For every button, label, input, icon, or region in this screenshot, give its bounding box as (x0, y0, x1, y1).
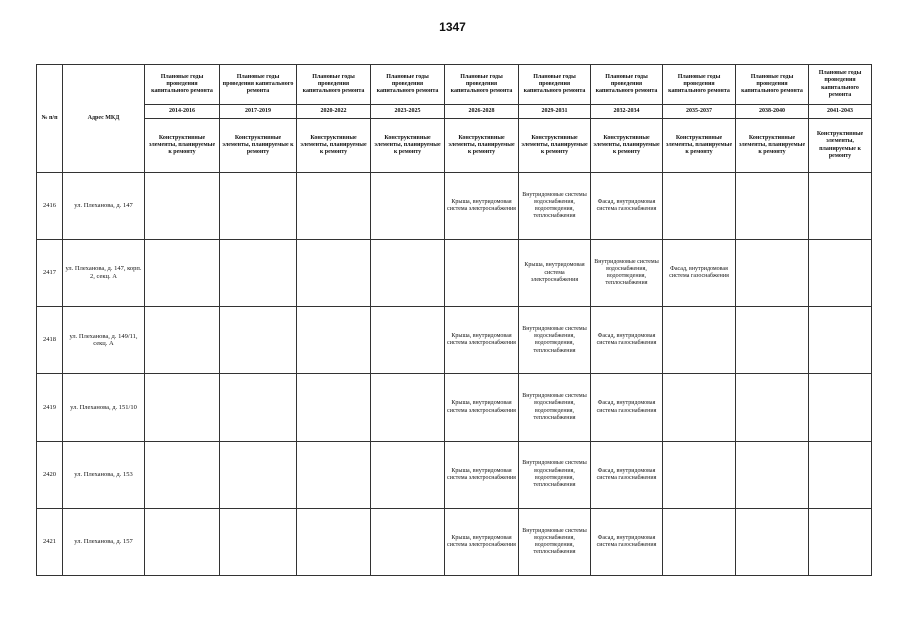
repair-elements-cell (145, 173, 220, 240)
header-years-range: 2035-2037 (663, 105, 736, 119)
repair-elements-cell (145, 441, 220, 508)
table-row (37, 374, 872, 441)
repair-elements-cell (809, 508, 872, 575)
repair-elements-cell (736, 173, 809, 240)
repair-elements-cell (663, 173, 736, 240)
repair-elements-cell: Крыша, внутридомовая система электроснабжения (445, 374, 519, 441)
repair-elements-cell (220, 374, 297, 441)
header-planned-years: Плановые годы проведения капитального ремонта (663, 65, 736, 105)
header-elements: Конструктивные элементы, планируемые к ремонту (736, 119, 809, 173)
repair-elements-cell (297, 173, 371, 240)
repair-elements-cell: Фасад, внутридомовая система газоснабжения (591, 441, 663, 508)
row-number: 2416 (37, 173, 63, 240)
repair-elements-cell (809, 307, 872, 374)
repair-elements-cell (220, 307, 297, 374)
repair-elements-cell: Внутридомовые системы водоснабжения, водоотведения, теплоснабжения (519, 307, 591, 374)
repair-elements-cell: Внутридомовые системы водоснабжения, водоотведения, теплоснабжения (519, 173, 591, 240)
repair-elements-cell (297, 508, 371, 575)
header-years-range: 2029-2031 (519, 105, 591, 119)
repair-elements-cell: Фасад, внутридомовая система газоснабжения (591, 508, 663, 575)
header-planned-years: Плановые годы проведения капитального ремонта (297, 65, 371, 105)
repair-elements-cell (736, 374, 809, 441)
header-years-range: 2026-2028 (445, 105, 519, 119)
repair-elements-cell (297, 240, 371, 307)
repair-elements-cell (663, 307, 736, 374)
repair-elements-cell (809, 374, 872, 441)
repair-elements-cell (809, 173, 872, 240)
repair-elements-cell (145, 508, 220, 575)
repair-elements-cell (809, 240, 872, 307)
table-row (37, 508, 872, 575)
header-elements: Конструктивные элементы, планируемые к ремонту (445, 119, 519, 173)
repair-elements-cell (371, 508, 445, 575)
header-planned-years: Плановые годы проведения капитального ремонта (736, 65, 809, 105)
repair-elements-cell: Крыша, внутридомовая система электроснабжения (445, 173, 519, 240)
repair-elements-cell (145, 240, 220, 307)
row-number: 2420 (37, 441, 63, 508)
header-elements: Конструктивные элементы, планируемые к ремонту (591, 119, 663, 173)
row-address: ул. Плеханова, д. 153 (63, 441, 145, 508)
repair-elements-cell (663, 441, 736, 508)
repair-elements-cell (371, 307, 445, 374)
repair-elements-cell (809, 441, 872, 508)
header-address: Адрес МКД (63, 65, 145, 173)
repair-elements-cell (297, 441, 371, 508)
repair-elements-cell (663, 508, 736, 575)
header-years-range: 2014-2016 (145, 105, 220, 119)
row-number: 2419 (37, 374, 63, 441)
repair-elements-cell (371, 374, 445, 441)
repair-elements-cell (371, 240, 445, 307)
repair-elements-cell: Внутридомовые системы водоснабжения, водоотведения, теплоснабжения (519, 441, 591, 508)
repair-elements-cell (736, 508, 809, 575)
row-number: 2418 (37, 307, 63, 374)
header-years-range: 2020-2022 (297, 105, 371, 119)
repair-elements-cell: Внутридомовые системы водоснабжения, водоотведения, теплоснабжения (519, 374, 591, 441)
repair-elements-cell (371, 441, 445, 508)
repair-elements-cell: Фасад, внутридомовая система газоснабжения (591, 374, 663, 441)
repair-elements-cell: Внутридомовые системы водоснабжения, водоотведения, теплоснабжения (591, 240, 663, 307)
repair-elements-cell (220, 441, 297, 508)
header-planned-years: Плановые годы проведения капитального ремонта (145, 65, 220, 105)
repair-elements-cell (145, 374, 220, 441)
header-years-range: 2041-2043 (809, 105, 872, 119)
header-years-range: 2038-2040 (736, 105, 809, 119)
header-planned-years: Плановые годы проведения капитального ремонта (809, 65, 872, 105)
header-elements: Конструктивные элементы, планируемые к ремонту (145, 119, 220, 173)
repair-elements-cell: Фасад, внутридомовая система газоснабжения (591, 173, 663, 240)
row-address: ул. Плеханова, д. 149/11, секц. А (63, 307, 145, 374)
header-planned-years: Плановые годы проведения капитального ремонта (220, 65, 297, 105)
table-row (37, 240, 872, 307)
row-number: 2417 (37, 240, 63, 307)
header-planned-years: Плановые годы проведения капитального ремонта (519, 65, 591, 105)
header-elements: Конструктивные элементы, планируемые к ремонту (809, 119, 872, 173)
repair-elements-cell (297, 374, 371, 441)
table-row (37, 441, 872, 508)
row-address: ул. Плеханова, д. 147 (63, 173, 145, 240)
repair-elements-cell (220, 240, 297, 307)
repair-elements-cell: Фасад, внутридомовая система газоснабжения (591, 307, 663, 374)
repair-elements-cell (297, 307, 371, 374)
repair-elements-cell (220, 173, 297, 240)
table-body (37, 173, 872, 576)
table-row (37, 307, 872, 374)
row-number: 2421 (37, 508, 63, 575)
repair-elements-cell (371, 173, 445, 240)
repair-elements-cell: Крыша, внутридомовая система электроснабжения (445, 441, 519, 508)
header-years-range: 2023-2025 (371, 105, 445, 119)
row-address: ул. Плеханова, д. 151/10 (63, 374, 145, 441)
repair-elements-cell (445, 240, 519, 307)
repair-elements-cell: Крыша, внутридомовая система электроснабжения (519, 240, 591, 307)
header-elements: Конструктивные элементы, планируемые к ремонту (519, 119, 591, 173)
page-number: 1347 (439, 20, 466, 34)
header-elements: Конструктивные элементы, планируемые к ремонту (371, 119, 445, 173)
repair-elements-cell: Фасад, внутридомовая система газоснабжения (663, 240, 736, 307)
header-years-range: 2032-2034 (591, 105, 663, 119)
header-elements: Конструктивные элементы, планируемые к ремонту (663, 119, 736, 173)
repair-plan-table (36, 64, 872, 576)
repair-elements-cell: Крыша, внутридомовая система электроснабжения (445, 307, 519, 374)
repair-elements-cell (220, 508, 297, 575)
header-number: № п/п (37, 65, 63, 173)
repair-elements-cell (736, 240, 809, 307)
header-elements: Конструктивные элементы, планируемые к ремонту (220, 119, 297, 173)
repair-elements-cell: Крыша, внутридомовая система электроснабжения (445, 508, 519, 575)
repair-elements-cell: Внутридомовые системы водоснабжения, водоотведения, теплоснабжения (519, 508, 591, 575)
table-row (37, 173, 872, 240)
repair-elements-cell (736, 307, 809, 374)
row-address: ул. Плеханова, д. 147, корп. 2, секц. А (63, 240, 145, 307)
header-planned-years: Плановые годы проведения капитального ремонта (591, 65, 663, 105)
header-years-range: 2017-2019 (220, 105, 297, 119)
row-address: ул. Плеханова, д. 157 (63, 508, 145, 575)
repair-elements-cell (663, 374, 736, 441)
header-planned-years: Плановые годы проведения капитального ремонта (445, 65, 519, 105)
repair-elements-cell (145, 307, 220, 374)
header-planned-years: Плановые годы проведения капитального ремонта (371, 65, 445, 105)
repair-elements-cell (736, 441, 809, 508)
header-elements: Конструктивные элементы, планируемые к ремонту (297, 119, 371, 173)
